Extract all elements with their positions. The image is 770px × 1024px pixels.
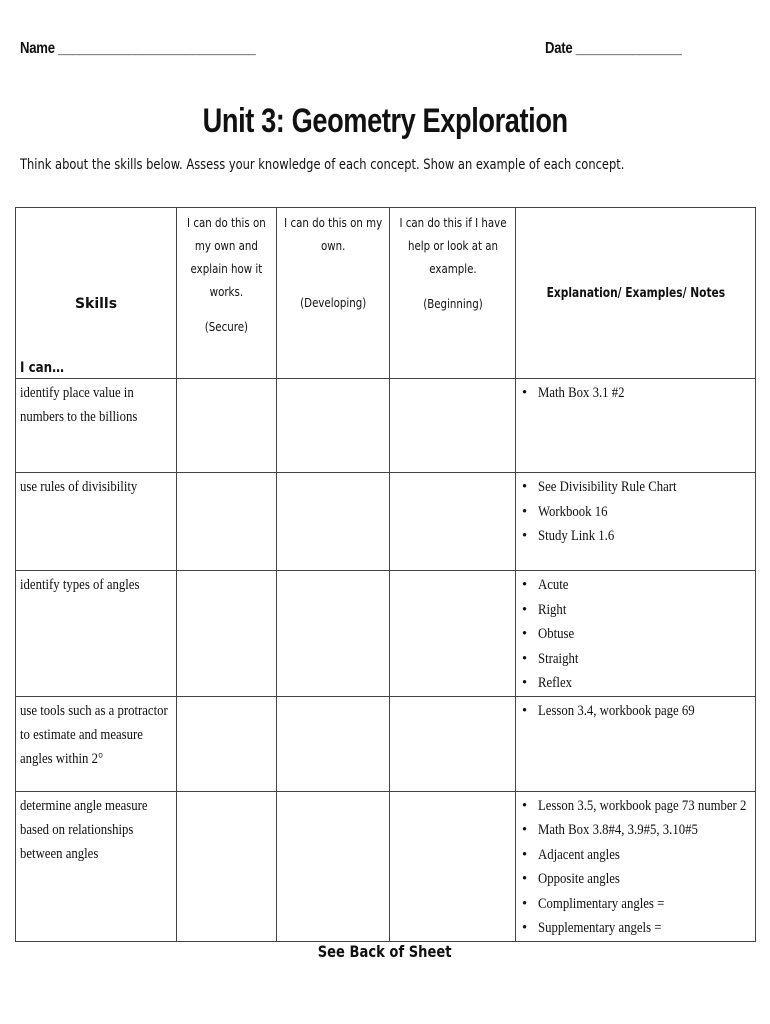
notes-cell [516,473,756,571]
skill-cell: use rules of divisibility [16,473,177,571]
notes-cell [516,379,756,473]
developing-cell[interactable] [277,571,390,697]
footer-note: See Back of Sheet [318,942,452,961]
beginning-cell[interactable] [390,473,516,571]
developing-level: (Developing) [299,295,367,310]
notes-column-header: Explanation/ Examples/ Notes [516,208,756,379]
page-title: Unit 3: Geometry Exploration [202,102,568,140]
developing-cell[interactable] [277,791,390,941]
table-header-row [16,208,756,379]
list-item: • Math Box 3.1 #2 [538,381,755,406]
list-item: • See Divisibility Rule Chart [538,475,755,500]
list-item: • Lesson 3.4, workbook page 69 [538,699,755,724]
instructions-text: Think about the skills below. Assess your knowledge of each concept. Show an example of each concept. [20,157,625,173]
skill-cell: use tools such as a protractor to estimate and measure angles within 2° [16,696,177,791]
skill-cell: determine angle measure based on relationships between angles [16,791,177,941]
beginning-level: (Beginning) [422,296,483,311]
skill-cell: identify types of angles [16,571,177,697]
beginning-cell[interactable] [390,791,516,941]
date-field[interactable]: Date _______________ [545,40,682,57]
skills-table [15,207,756,942]
developing-cell[interactable] [277,473,390,571]
list-item: • Supplementary angels = [538,916,755,941]
list-item: • Right [538,598,755,623]
list-item: • Straight [538,647,755,672]
notes-cell [516,791,756,941]
beginning-cell[interactable] [390,379,516,473]
table-row [16,791,756,941]
notes-cell [516,571,756,697]
developing-column-header [277,208,390,379]
developing-description: I can do this on my own. [283,215,383,253]
secure-cell[interactable] [177,379,277,473]
list-item: • Lesson 3.5, workbook page 73 number 2 [538,794,755,819]
secure-level: (Secure) [204,319,249,334]
table-row [16,379,756,473]
list-item: • Obtuse [538,622,755,647]
notes-cell [516,696,756,791]
list-item: • Adjacent angles [538,843,755,868]
beginning-column-header [390,208,516,379]
skill-cell: identify place value in numbers to the billions [16,379,177,473]
skills-column-header [16,208,177,379]
beginning-cell[interactable] [390,571,516,697]
i-can-label: I can… [20,360,65,376]
list-item: • Reflex [538,671,755,696]
secure-cell[interactable] [177,696,277,791]
table-row [16,571,756,697]
secure-cell[interactable] [177,571,277,697]
name-field[interactable]: Name ____________________________ [20,40,256,57]
beginning-description: I can do this if I have help or look at an example. [398,215,507,276]
developing-cell[interactable] [277,696,390,791]
list-item: • Workbook 16 [538,500,755,525]
list-item: • Math Box 3.8#4, 3.9#5, 3.10#5 [538,818,755,843]
list-item: • Complimentary angles = [538,892,755,917]
secure-cell[interactable] [177,473,277,571]
table-row [16,696,756,791]
developing-cell[interactable] [277,379,390,473]
list-item: • Opposite angles [538,867,755,892]
secure-description: I can do this on my own and explain how it works. [187,215,266,299]
secure-column-header [177,208,277,379]
beginning-cell[interactable] [390,696,516,791]
list-item: • Study Link 1.6 [538,524,755,549]
list-item: • Acute [538,573,755,598]
secure-cell[interactable] [177,791,277,941]
table-row [16,473,756,571]
skills-label: Skills [74,296,118,312]
